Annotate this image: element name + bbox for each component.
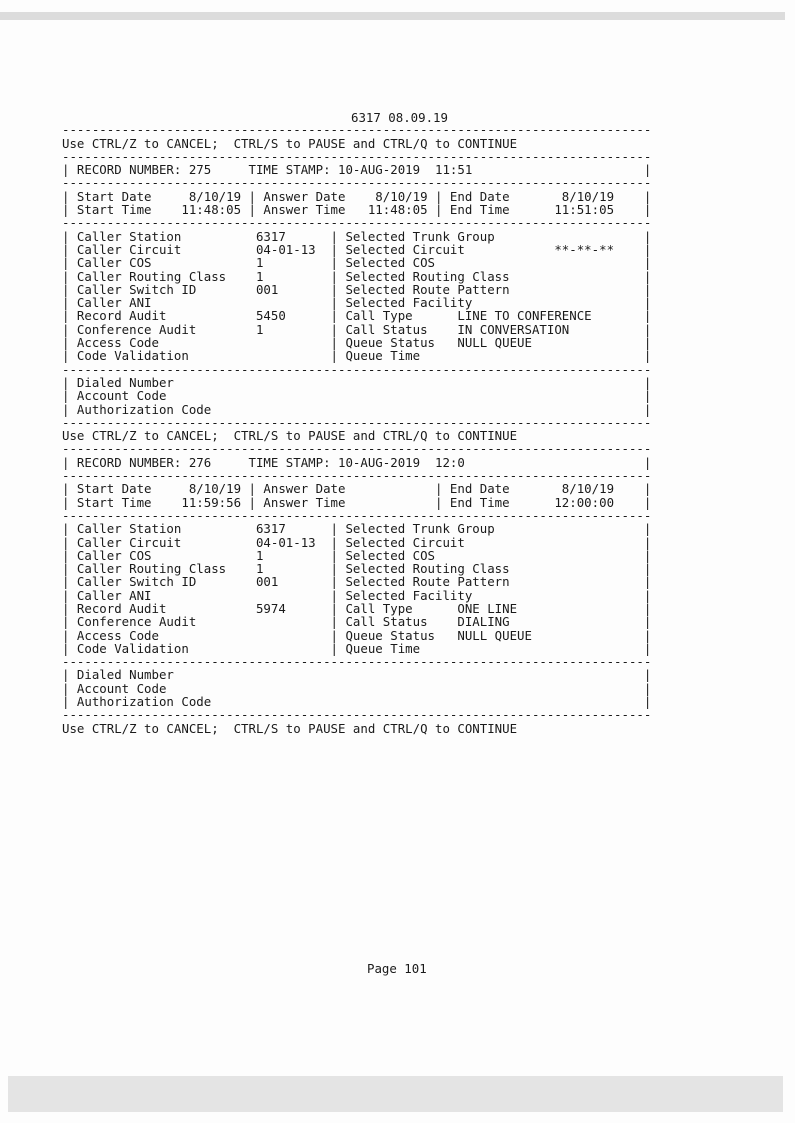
page-header: 6317 08.09.19 [351, 110, 448, 125]
call-record-report: ------------------------------------------------------------------------------- Use CTRL/Z to CANCEL; CTRL/S to PAUSE and CTRL/Q to CONTINUE ------------------------------------------------------------------------------- | RECORD NUMBER: 275 TIME STAMP: 10-AUG-2019 11:51 | ------------------------------------------------------------------------------- | Start Date 8/10/19 | Answer Date 8/10/19 | End Date 8/10/19 | | Start Time 11:48:05 | Answer Time 11:48:05 | End Time 11:51:05 | ------------------------------------------------------------------------------- | Caller Station 6317 | Selected Trunk Group | | Caller Circuit 04-01-13 | Selected Circuit **-**-** | | Caller COS 1 | Selected COS | | Caller Routing Class 1 | Selected Routing Class | | Caller Switch ID 001 | Selected Route Pattern | | Caller ANI | Selected Facility | | Record Audit 5450 | Call Type LINE TO CONFERENCE | | Conference Audit 1 | Call Status IN CONVERSATION | | Access Code | Queue Status NULL QUEUE | | Code Validation | Queue Time | ------------------------------------------------------------------------------- | Dialed Number | | Account Code | | Authorization Code | ------------------------------------------------------------------------------- Use CTRL/Z to CANCEL; CTRL/S to PAUSE and CTRL/Q to CONTINUE ------------------------------------------------------------------------------- | RECORD NUMBER: 276 TIME STAMP: 10-AUG-2019 12:0 | ------------------------------------------------------------------------------- | Start Date 8/10/19 | Answer Date | End Date 8/10/19 | | Start Time 11:59:56 | Answer Time | End Time 12:00:00 | ------------------------------------------------------------------------------- | Caller Station 6317 | Selected Trunk Group | | Caller Circuit 04-01-13 | Selected Circuit | | Caller COS 1 | Selected COS | | Caller Routing Class 1 | Selected Routing Class | | Caller Switch ID 001 | Selected Route Pattern | | Caller ANI | Selected Facility | | Record Audit 5974 | Call Type ONE LINE | | Conference Audit | Call Status DIALING | | Access Code | Queue Status NULL QUEUE | | Code Validation | Queue Time | ------------------------------------------------------------------------------- | Dialed Number | | Account Code | | Authorization Code | ------------------------------------------------------------------------------- Use CTRL/Z to CANCEL; CTRL/S to PAUSE and CTRL/Q to CONTINUE [62, 122, 652, 736]
scan-top-edge [0, 12, 785, 20]
page-number: Page 101 [367, 961, 427, 976]
scan-bottom-edge [8, 1076, 783, 1112]
